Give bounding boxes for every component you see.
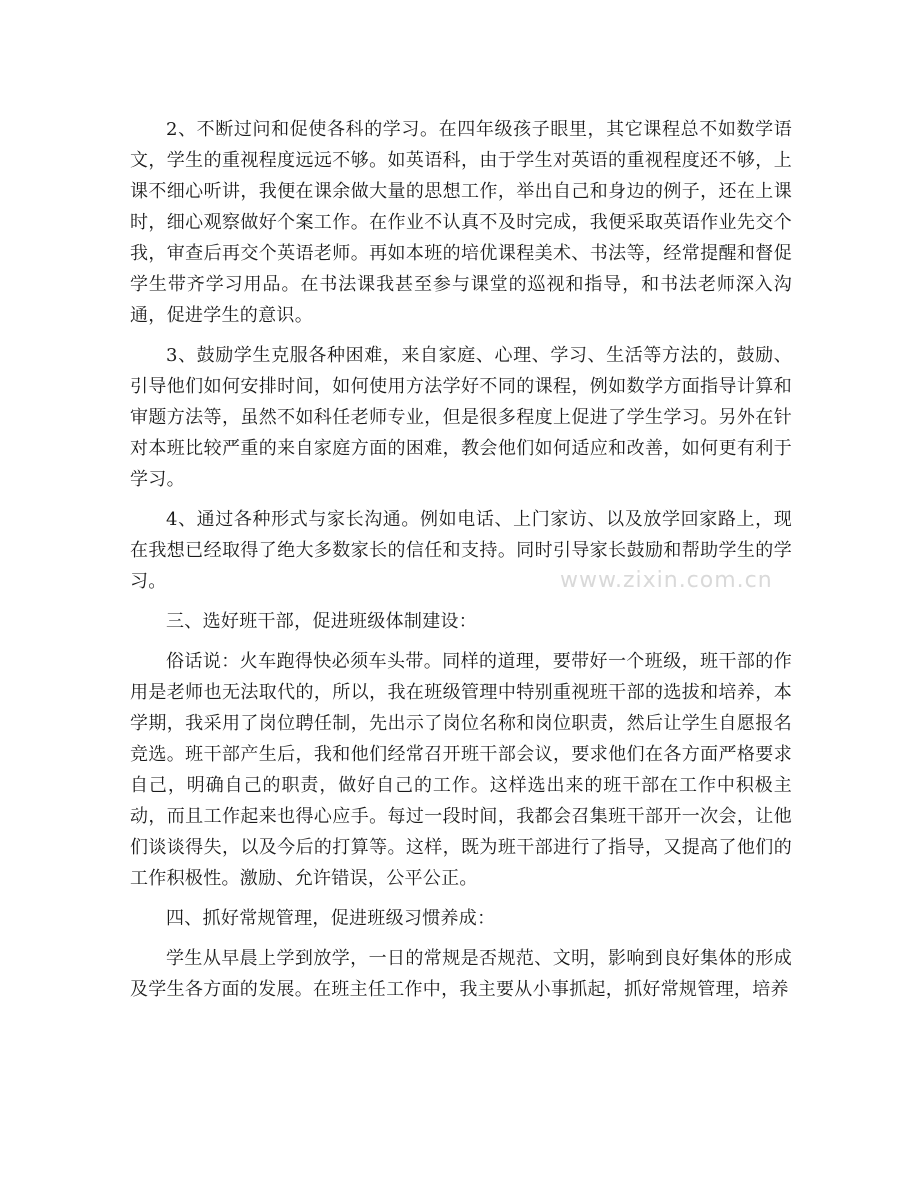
paragraph-item-2: 2、不断过问和促使各科的学习。在四年级孩子眼里，其它课程总不如数学语文，学生的重视程度远远不够。如英语科，由于学生对英语的重视程度还不够，上课不细心听讲，我便在课余做大量的思想工作，举出自己和身边的例子，还在上课时，细心观察做好个案工作。在作业不认真不及时完成，我便采取英语作业先交个我，审查后再交个英语老师。再如本班的培优课程美术、书法等，经常提醒和督促学生带齐学习用品。在书法课我甚至参与课堂的巡视和指导，和书法老师深入沟通，促进学生的意识。 (130, 119, 792, 326)
section-heading-4: 四、抓好常规管理，促进班级习惯养成： (166, 908, 496, 929)
section-heading-3: 三、选好班干部，促进班级体制建设： (166, 611, 478, 632)
watermark: www.zixin.com.cn (560, 568, 773, 593)
paragraph-item-3: 3、鼓励学生克服各种困难，来自家庭、心理、学习、生活等方法的，鼓励、引导他们如何安排时间，如何使用方法学好不同的课程，例如数学方面指导计算和审题方法等，虽然不如科任老师专业，但是很多程度上促进了学生学习。另外在针对本班比较严重的来自家庭方面的困难，教会他们如何适应和改善，如何更有利于学习。 (130, 345, 792, 490)
paragraph-item-4: 4、通过各种形式与家长沟通。例如电话、上门家访、以及放学回家路上，现在我想已经取得了绝大多数家长的信任和支持。同时引导家长鼓励和帮助学生的学习。 (130, 509, 792, 592)
document-body (130, 114, 792, 1014)
paragraph-class-cadres: 俗话说：火车跑得快必须车头带。同样的道理，要带好一个班级，班干部的作用是老师也无法取代的，所以，我在班级管理中特别重视班干部的选拔和培养，本学期，我采用了岗位聘任制，先出示了岗位名称和岗位职责，然后让学生自愿报名竞选。班干部产生后，我和他们经常召开班干部会议，要求他们在各方面严格要求自己，明确自己的职责，做好自己的工作。这样选出来的班干部在工作中积极主动，而且工作起来也得心应手。每过一段时间，我都会召集班干部开一次会，让他们谈谈得失，以及今后的打算等。这样，既为班干部进行了指导，又提高了他们的工作积极性。激励、允许错误，公平公正。 (130, 651, 792, 889)
paragraph-routine-management: 学生从早晨上学到放学，一日的常规是否规范、文明，影响到良好集体的形成及学生各方面的发展。在班主任工作中，我主要从小事抓起，抓好常规管理，培养 (130, 948, 792, 1000)
